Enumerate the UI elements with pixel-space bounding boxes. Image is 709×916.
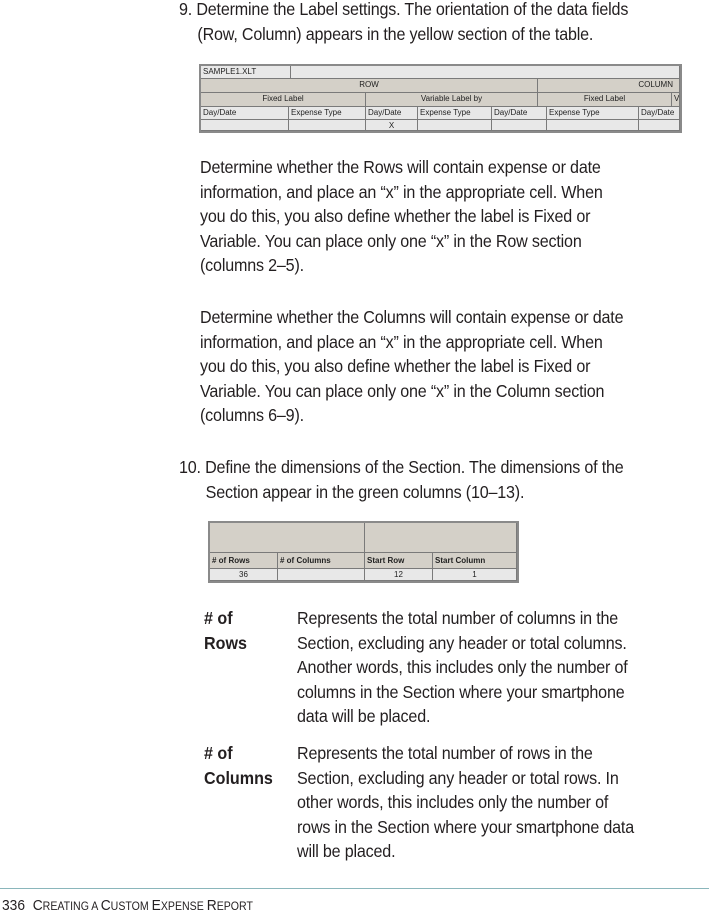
column-header: Expense Type [289, 107, 366, 120]
column-section-label: COLUMN [538, 79, 680, 93]
footer-rule [0, 888, 709, 889]
term-line: # of [204, 608, 233, 628]
desc-line: data will be placed. [297, 706, 431, 726]
running-title: CREATING A CUSTOM EXPENSE REPORT [32, 897, 253, 914]
term-line: Columns [204, 767, 273, 788]
term-line: Rows [204, 632, 247, 653]
step-10-text [179, 455, 624, 504]
data-cell [418, 120, 492, 131]
desc-line: will be placed. [297, 841, 396, 861]
x-mark-cell: X [366, 120, 418, 131]
step-10-line: Section appear in the green columns (10–13). [205, 481, 525, 502]
desc-line: rows in the Section where your smartphone data [297, 816, 634, 837]
term-line: # of [204, 743, 233, 763]
page-number: 336 [2, 897, 26, 914]
column-header: Expense Type [418, 107, 492, 120]
paragraph-line: you do this, you also define whether the label is Fixed or [200, 356, 591, 376]
step-9-line: (Row, Column) appears in the yellow section of the table. [197, 23, 594, 44]
step-9-text [179, 0, 628, 46]
label-settings-sheet [199, 64, 682, 133]
desc-line: columns in the Section where your smartphone [297, 681, 625, 702]
step-10-line: 10. Define the dimensions of the Section. The dimensions of the [179, 457, 624, 477]
sheet-top-band [210, 523, 365, 553]
step-9-line: 9. Determine the Label settings. The orientation of the data fields [179, 0, 629, 19]
dimension-value: 12 [365, 569, 433, 581]
column-header: Day/Date [366, 107, 418, 120]
desc-line: Represents the total number of columns in the [297, 608, 619, 628]
desc-line: Represents the total number of rows in the [297, 743, 593, 763]
dimension-value: 36 [210, 569, 278, 581]
paragraph-line: Determine whether the Rows will contain expense or date [200, 157, 601, 177]
desc-line: other words, this includes only the number of [297, 792, 609, 812]
rows-paragraph [200, 155, 603, 278]
desc-line: Section, excluding any header or total columns. [297, 632, 627, 653]
paragraph-line: (columns 6–9). [200, 405, 304, 425]
paragraph-line: information, and place an “x” in the appropriate cell. When [200, 181, 603, 202]
sheet-title: SAMPLE1.XLT [201, 66, 291, 79]
row-section-label: ROW [201, 79, 538, 93]
column-header: Day/Date [639, 107, 680, 120]
sheet-title-fill [291, 66, 680, 79]
paragraph-line: Variable. You can place only one “x” in the Row section [200, 230, 582, 251]
column-header: Expense Type [547, 107, 639, 120]
data-cell [289, 120, 366, 131]
dimension-header: Start Row [365, 553, 433, 569]
dimension-header: Start Column [433, 553, 517, 569]
paragraph-line: information, and place an “x” in the appropriate cell. When [200, 331, 603, 352]
dimension-value [278, 569, 365, 581]
columns-paragraph [200, 305, 623, 428]
data-cell [201, 120, 289, 131]
data-cell [639, 120, 680, 131]
definition-term-rows [204, 606, 247, 655]
dimension-header: # of Rows [210, 553, 278, 569]
column-header: Day/Date [492, 107, 547, 120]
page-footer [2, 897, 253, 916]
dimensions-sheet [208, 521, 519, 583]
variable-label-header: Variable Label by [366, 93, 538, 107]
paragraph-line: you do this, you also define whether the label is Fixed or [200, 206, 591, 226]
fixed-label-header: Fixed Label [538, 93, 672, 107]
definition-term-columns [204, 741, 273, 790]
paragraph-line: Determine whether the Columns will contain expense or date [200, 307, 624, 327]
desc-line: Another words, this includes only the number of [297, 657, 628, 677]
definition-desc-columns [297, 741, 634, 864]
column-header: Day/Date [201, 107, 289, 120]
data-cell [547, 120, 639, 131]
sheet-top-band [365, 523, 517, 553]
fixed-label-header: Fixed Label [201, 93, 366, 107]
paragraph-line: Variable. You can place only one “x” in the Column section [200, 380, 605, 401]
definition-desc-rows [297, 606, 628, 729]
dimension-value: 1 [433, 569, 517, 581]
desc-line: Section, excluding any header or total rows. In [297, 767, 619, 788]
data-cell [492, 120, 547, 131]
dimension-header: # of Columns [278, 553, 365, 569]
paragraph-line: (columns 2–5). [200, 255, 304, 275]
trailing-header: V [672, 93, 680, 107]
